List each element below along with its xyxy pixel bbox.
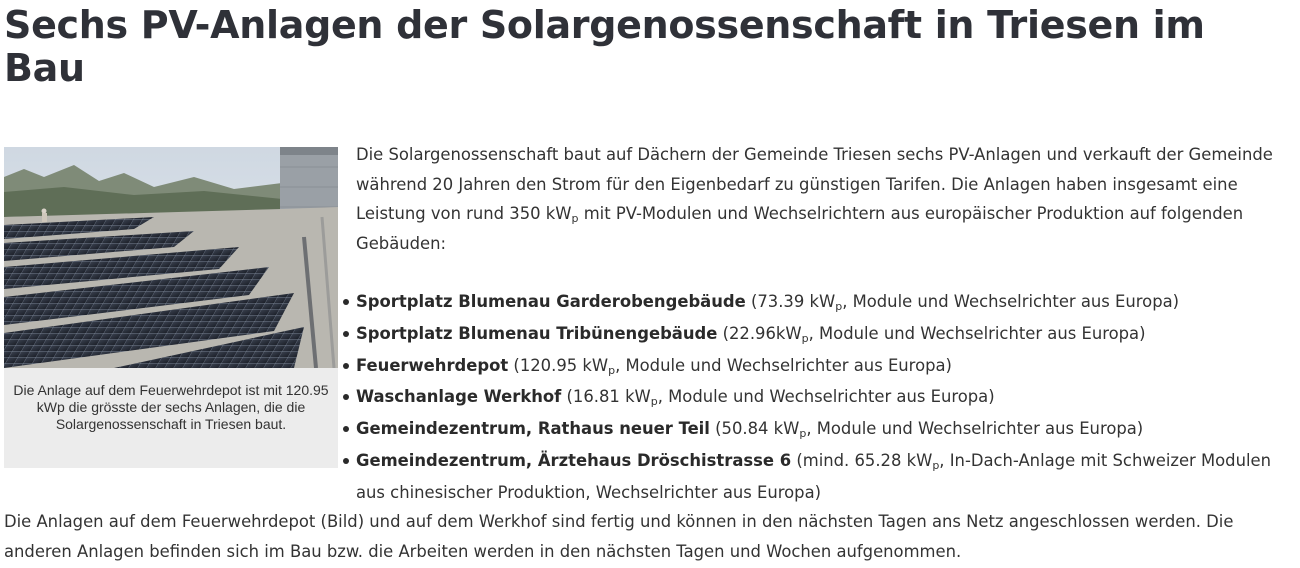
- list-item: [356, 350, 1286, 382]
- list-item: [356, 286, 1286, 318]
- plant-capacity: (mind. 65.28 kW: [791, 450, 933, 470]
- unit-subscript: p: [799, 427, 807, 441]
- pv-plant-list: [356, 286, 1286, 509]
- plant-capacity: (50.84 kW: [709, 419, 800, 439]
- plant-capacity: (22.96kW: [717, 323, 802, 343]
- plant-details: , Module und Wechselrichter aus Europa): [842, 292, 1180, 311]
- list-item: [356, 318, 1286, 350]
- plant-name: Waschanlage Werkhof: [356, 387, 562, 407]
- plant-details: , Module und Wechselrichter aus Europa): [615, 355, 952, 375]
- list-item: [356, 445, 1286, 509]
- figure-caption: Die Anlage auf dem Feuerwehrdepot ist mit 120.95 kWp die grösste der sechs Anlagen, die die Solargenossenschaft in Triesen baut.: [13, 382, 329, 432]
- unit-subscript: p: [571, 212, 579, 225]
- plant-details: , Module und Wechselrichter aus Europa): [657, 387, 995, 407]
- list-item: [356, 381, 1286, 413]
- plant-details: , Module und Wechselrichter aus Europa): [806, 419, 1144, 439]
- unit-subscript: p: [835, 300, 843, 313]
- unit-subscript: p: [650, 395, 658, 409]
- plant-name: Gemeindezentrum, Rathaus neuer Teil: [356, 419, 710, 439]
- unit-subscript: p: [801, 331, 809, 345]
- page-title: Sechs PV-Anlagen der Solargenossenschaft in Triesen im Bau: [4, 3, 1205, 90]
- intro-text: Die Solargenossenschaft baut auf Dächern der Gemeinde Triesen sechs PV-Anlagen und verkauft der Gemeinde während 20 Jahren den Strom für den Eigenbedarf zu günstigen Tarifen. Die Anlagen haben insgesamt eine Leistung von rund 350 kW: [356, 145, 1273, 223]
- closing-paragraph: Die Anlagen auf dem Feuerwehrdepot (Bild) und auf dem Werkhof sind fertig und können in den nächsten Tagen ans Netz angeschlossen werden. Die anderen Anlagen befinden sich im Bau bzw. die Arbeiten werden in den nächsten Tagen und Wochen aufgenommen.: [4, 512, 1234, 561]
- plant-name: Gemeindezentrum, Ärztehaus Dröschistrasse 6: [356, 450, 792, 470]
- article-figure: [4, 147, 338, 468]
- plant-details: , In-Dach-Anlage mit Schweizer Modulen aus chinesischer Produktion, Wechselrichter aus Europa): [356, 450, 1271, 502]
- unit-subscript: p: [608, 363, 616, 377]
- intro-paragraph: [356, 140, 1286, 258]
- solar-rooftop-photo: [4, 147, 338, 368]
- unit-subscript: p: [932, 458, 940, 472]
- plant-details: , Module und Wechselrichter aus Europa): [808, 323, 1146, 343]
- plant-name: Feuerwehrdepot: [356, 355, 509, 375]
- plant-name: Sportplatz Blumenau Garderobengebäude: [356, 292, 746, 311]
- plant-capacity: (120.95 kW: [508, 355, 609, 375]
- plant-capacity: (73.39 kW: [745, 292, 836, 311]
- intro-text-continued: mit PV-Modulen und Wechselrichtern aus europäischer Produktion auf folgenden Gebäuden:: [356, 204, 1244, 253]
- plant-capacity: (16.81 kW: [561, 387, 651, 407]
- plant-name: Sportplatz Blumenau Tribünengebäude: [356, 323, 718, 343]
- list-item: [356, 413, 1286, 445]
